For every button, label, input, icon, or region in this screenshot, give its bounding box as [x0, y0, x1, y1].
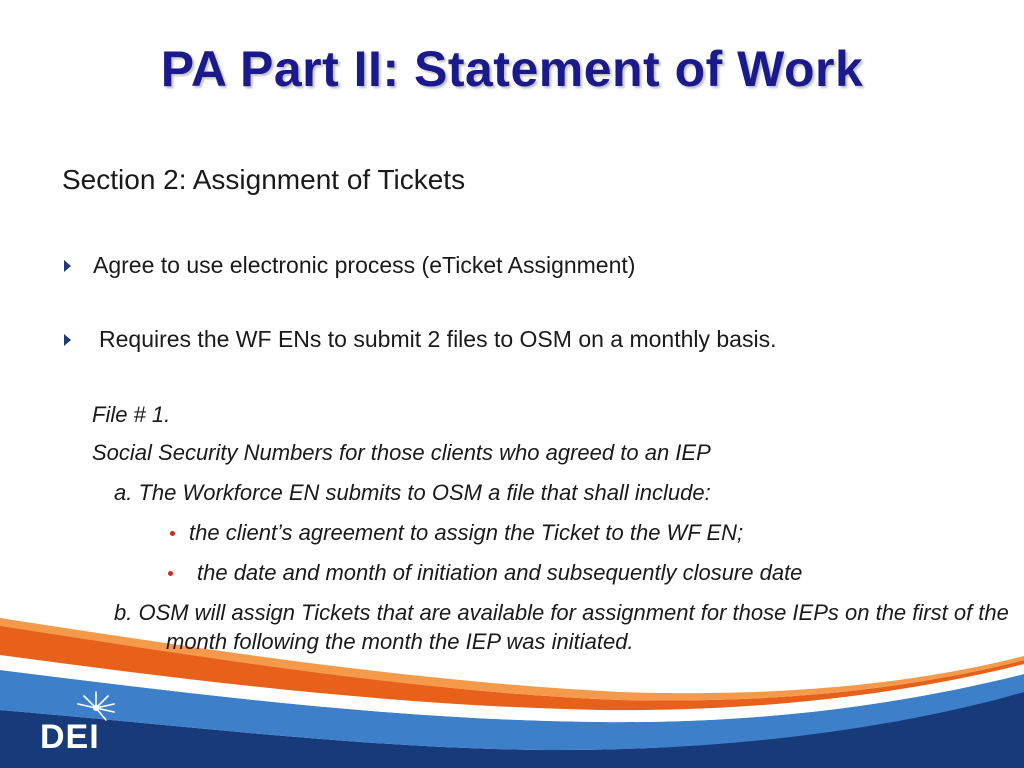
- triangle-bullet-icon: [64, 334, 71, 346]
- sub-bullet-item: [168, 560, 802, 586]
- section-heading: Section 2: Assignment of Tickets: [62, 164, 466, 195]
- bullet-text: Requires the WF ENs to submit 2 files to OSM on a monthly basis.: [99, 326, 777, 352]
- sub-bullet-text: the client’s agreement to assign the Ticket to the WF EN;: [189, 520, 744, 545]
- file-number-label: File # 1.: [92, 402, 171, 427]
- sub-bullet-item: [170, 520, 743, 546]
- ssn-description: Social Security Numbers for those clients who agreed to an IEP: [92, 440, 711, 465]
- bullet-item: [64, 326, 776, 353]
- bullet-text: Agree to use electronic process (eTicket Assignment): [93, 252, 636, 278]
- dot-bullet-icon: [170, 531, 175, 536]
- triangle-bullet-icon: [64, 260, 71, 272]
- sub-bullet-text: the date and month of initiation and subsequently closure date: [197, 560, 803, 585]
- dot-bullet-icon: [168, 571, 173, 576]
- dei-logo-text: DEI: [40, 718, 100, 756]
- item-b-text: b. OSM will assign Tickets that are available for assignment for those IEPs on the first of the month following the month the IEP was initiated.: [114, 600, 1009, 654]
- bullet-item: [64, 252, 635, 279]
- item-a-text: a. The Workforce EN submits to OSM a file that shall include:: [114, 480, 711, 505]
- slide-title: PA Part II: Statement of Work: [160, 41, 864, 97]
